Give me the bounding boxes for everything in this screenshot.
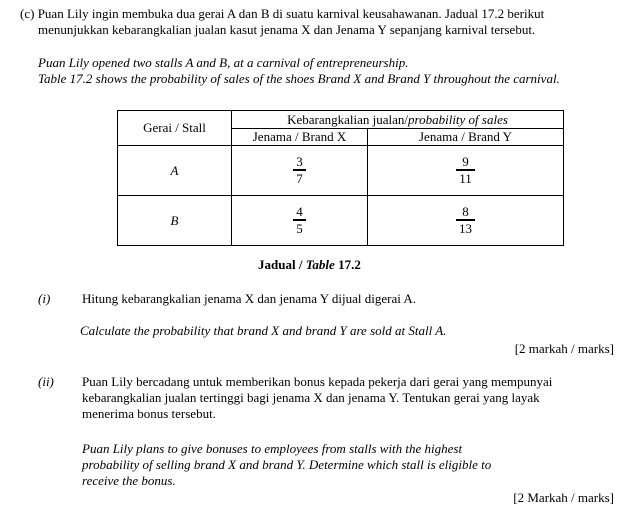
question-ii-malay-text-2: kebarangkalian jualan tertinggi bagi jenama X dan jenama Y. Tentukan gerai yang layak: [82, 390, 540, 405]
probability-table: [117, 110, 564, 246]
question-ii-malay-text-3: menerima bonus tersebut.: [82, 406, 216, 421]
table-caption-english: Table: [305, 257, 335, 272]
denominator: 11: [459, 171, 472, 186]
cell-a-brand-x: [232, 146, 368, 196]
question-label-c: (c): [20, 6, 35, 21]
numerator: 3: [293, 154, 306, 171]
question-ii-english-text-3: receive the bonus.: [82, 473, 176, 488]
header-stall: Gerai / Stall: [143, 120, 206, 135]
question-c-malay-text-2: menunjukkan kebarangkalian jualan kasut jenama X dan Jenama Y sepanjang karnival tersebut.: [38, 22, 536, 37]
fraction-a-brand-y: [456, 154, 475, 186]
cell-b-brand-x: [232, 196, 368, 246]
question-i-malay-text: Hitung kebarangkalian jenama X dan jenama Y dijual digerai A.: [82, 291, 417, 306]
question-ii-english-text-2: probability of selling brand X and brand Y. Determine which stall is eligible to: [82, 457, 492, 472]
header-brand-y: Jenama / Brand Y: [368, 129, 564, 146]
numerator: 4: [293, 204, 306, 221]
question-c-english-text-2: Table 17.2 shows the probability of sales of the shoes Brand X and Brand Y throughout the carnival.: [38, 71, 560, 86]
stall-label-b: B: [118, 196, 232, 246]
denominator: 5: [296, 221, 303, 236]
fraction-b-brand-y: [456, 204, 475, 236]
fraction-b-brand-x: [293, 204, 306, 236]
question-ii-malay-text-1: Puan Lily bercadang untuk memberikan bonus kepada pekerja dari gerai yang mempunyai: [82, 374, 553, 389]
question-c-english-text-1: Puan Lily opened two stalls A and B, at a carnival of entrepreneurship.: [38, 55, 409, 70]
header-probability-malay: Kebarangkalian jualan/: [287, 111, 409, 127]
question-i-english-text: Calculate the probability that brand X and brand Y are sold at Stall A.: [80, 323, 447, 338]
question-ii-english-text-1: Puan Lily plans to give bonuses to employees from stalls with the highest: [82, 441, 463, 456]
question-c-malay-text-1: Puan Lily ingin membuka dua gerai A dan B di suatu karnival keusahawanan. Jadual 17.2 berikut: [37, 6, 545, 21]
numerator: 8: [456, 204, 475, 221]
cell-b-brand-y: [368, 196, 564, 246]
fraction-a-brand-x: [293, 154, 306, 186]
stall-label-a: A: [118, 146, 232, 196]
table-caption-number: 17.2: [334, 257, 361, 272]
denominator: 13: [459, 221, 472, 236]
header-probability-cell: [232, 111, 564, 129]
header-probability-english: probability of sales: [408, 111, 508, 127]
question-i-label: (i): [38, 291, 51, 306]
table-caption: [258, 257, 361, 273]
table-caption-malay: Jadual /: [258, 257, 306, 272]
numerator: 9: [456, 154, 475, 171]
header-stall-cell: [118, 111, 232, 146]
question-ii-label: (ii): [38, 374, 54, 389]
question-i-marks: [2 markah / marks]: [514, 341, 614, 356]
denominator: 7: [296, 171, 303, 186]
question-ii-marks: [2 Markah / marks]: [513, 490, 614, 505]
cell-a-brand-y: [368, 146, 564, 196]
question-c-intro-line1: [20, 6, 544, 22]
header-brand-x: Jenama / Brand X: [232, 129, 368, 146]
